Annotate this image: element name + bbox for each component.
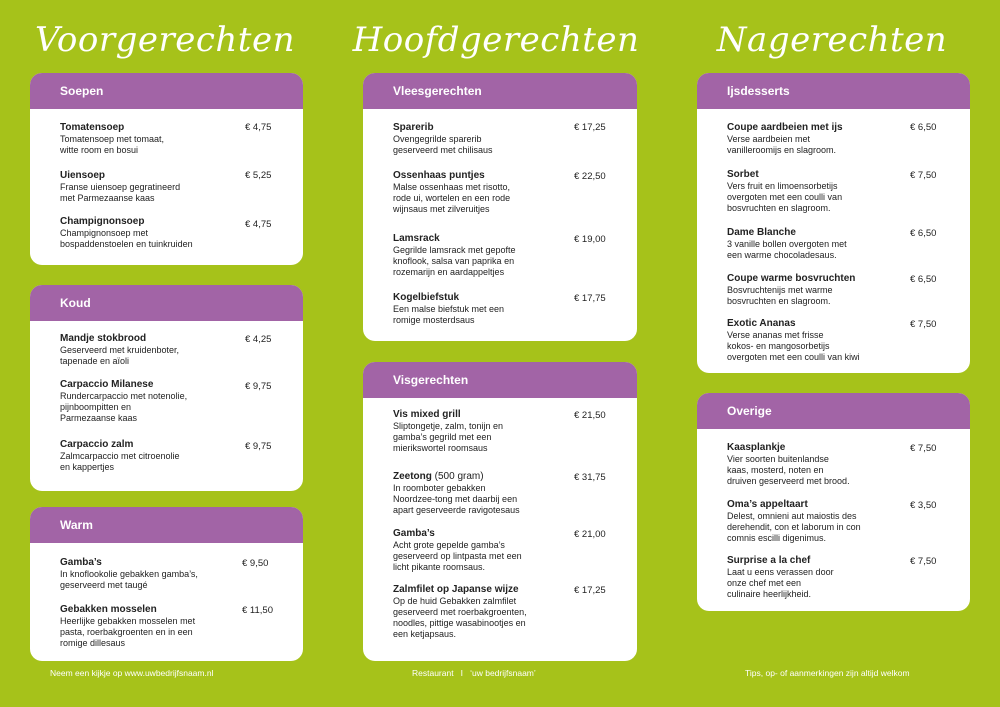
item-price: € 6,50	[910, 274, 937, 285]
item-description-line: overgoten met een coulli van kiwi	[727, 352, 860, 362]
item-description-line: met Parmezaanse kaas	[60, 193, 155, 203]
card-header-soepen: Soepen	[30, 73, 303, 109]
item-description-line: vanilleroomijs en slagroom.	[727, 145, 837, 155]
item-name: Coupe aardbeien met ijs	[727, 122, 843, 133]
column-title-nagerechten: Nagerechten	[716, 20, 948, 60]
item-description-line: Malse ossenhaas met risotto,	[393, 182, 511, 192]
item-name: Surprise a la chef	[727, 555, 811, 566]
item-description-line: Sliptongetje, zalm, tonijn en	[393, 421, 504, 431]
item-price: € 6,50	[910, 228, 937, 239]
item-description-line: Heerlijke gebakken mosselen met	[60, 616, 196, 626]
card-ijsdesserts	[697, 73, 970, 373]
item-description-line: Op de huid Gebakken zalmfilet	[393, 596, 517, 606]
item-name: Exotic Ananas	[727, 318, 796, 329]
item-description-line: Noordzee-tong met daarbij een	[393, 494, 518, 504]
item-name: Lamsrack	[393, 233, 440, 244]
item-description-line: comnis escilli digenimus.	[727, 533, 827, 543]
card-warm	[30, 507, 303, 661]
item-name: Uiensoep	[60, 170, 106, 181]
item-price: € 7,50	[910, 319, 937, 330]
item-price: € 21,50	[574, 410, 606, 421]
item-description-line: 3 vanille bollen overgoten met	[727, 239, 847, 249]
item-price: € 7,50	[910, 170, 937, 181]
item-description-line: bosvruchten en slagroom.	[727, 203, 831, 213]
item-description-line: Vier soorten buitenlandse	[727, 454, 829, 464]
item-description-line: een warme chocoladesaus.	[727, 250, 837, 260]
item-description-line: bosvruchten en slagroom.	[727, 296, 831, 306]
item-name: Kogelbiefstuk	[393, 292, 460, 303]
item-description-line: noodles, pittige wasabinootjes en	[393, 618, 526, 628]
item-name: Carpaccio zalm	[60, 439, 134, 450]
item-price: € 11,50	[242, 605, 273, 616]
item-price: € 22,50	[574, 171, 606, 182]
item-price: € 19,00	[574, 234, 606, 245]
item-name: Sparerib	[393, 122, 434, 133]
item-price: € 3,50	[910, 500, 937, 511]
item-description-line: wijnsaus met zilveruitjes	[393, 204, 490, 214]
item-description-line: geserveerd op lintpasta met een	[393, 551, 522, 561]
item-price: € 4,25	[245, 334, 272, 345]
item-price: € 4,75	[245, 219, 272, 230]
item-description-line: druiven geserveerd met brood.	[727, 476, 850, 486]
item-name: Champignonsoep	[60, 216, 145, 227]
footer-tips: Tips, op- of aanmerkingen zijn altijd welkom	[745, 668, 910, 678]
card-header-vleesgerechten: Vleesgerechten	[363, 73, 637, 109]
item-price: € 21,00	[574, 529, 606, 540]
card-header-ijsdesserts: Ijsdesserts	[697, 73, 970, 109]
item-name: Ossenhaas puntjes	[393, 170, 485, 181]
item-description-line: en kappertjes	[60, 462, 115, 472]
item-description-line: Laat u eens verassen door	[727, 567, 834, 577]
item-description-line: apart geserveerde ravigotesaus	[393, 505, 520, 515]
item-description-line: Champignonsoep met	[60, 228, 149, 238]
item-description-line: Verse aardbeien met	[727, 134, 811, 144]
item-description-line: geserveerd met chilisaus	[393, 145, 493, 155]
item-description-line: romige mosterdsaus	[393, 315, 475, 325]
item-description-line: Delest, omnieni aut maiostis des	[727, 511, 857, 521]
footer-website: Neem een kijkje op www.uwbedrijfsnaam.nl	[50, 668, 214, 678]
item-name: Mandje stokbrood	[60, 333, 147, 344]
item-description-line: In knoflookolie gebakken gamba’s,	[60, 569, 198, 579]
item-name: Zalmfilet op Japanse wijze	[393, 584, 519, 595]
item-description-line: pasta, roerbakgroenten en in een	[60, 627, 193, 637]
card-visgerechten	[363, 362, 637, 661]
card-overige	[697, 393, 970, 611]
item-price: € 9,75	[245, 441, 272, 452]
item-description-line: Acht grote gepelde gamba’s	[393, 540, 505, 550]
item-description-line: Gegrilde lamsrack met gepofte	[393, 245, 516, 255]
footer-restaurant: Restaurant I ‘uw bedrijfsnaam’	[412, 668, 536, 678]
item-price: € 9,75	[245, 381, 272, 392]
item-description-line: Parmezaanse kaas	[60, 413, 138, 423]
item-description-line: Bosvruchtenijs met warme	[727, 285, 833, 295]
item-name: Kaasplankje	[727, 442, 786, 453]
item-name: Vis mixed grill	[393, 409, 461, 420]
item-name: Gebakken mosselen	[60, 604, 157, 615]
card-header-visgerechten: Visgerechten	[363, 362, 637, 398]
card-koud	[30, 285, 303, 491]
item-description-line: Een malse biefstuk met een	[393, 304, 505, 314]
item-name-text: Zeetong	[393, 471, 432, 482]
card-vleesgerechten	[363, 73, 637, 341]
item-description-line: tapenade en aïoli	[60, 356, 130, 366]
item-price: € 6,50	[910, 122, 937, 133]
item-name: Dame Blanche	[727, 227, 796, 238]
item-description-line: bospaddenstoelen en tuinkruiden	[60, 239, 193, 249]
item-price: € 17,75	[574, 293, 606, 304]
card-soepen	[30, 73, 303, 265]
card-header-koud: Koud	[30, 285, 303, 321]
item-description-line: culinaire heerlijkheid.	[727, 589, 812, 599]
item-description-line: knoflook, salsa van paprika en	[393, 256, 515, 266]
item-description-line: Verse ananas met frisse	[727, 330, 824, 340]
column-title-voorgerechten: Voorgerechten	[34, 20, 295, 60]
card-header-overige: Overige	[697, 393, 970, 429]
item-description-line: gamba’s gegrild met een	[393, 432, 492, 442]
column-title-hoofdgerechten: Hoofdgerechten	[352, 20, 640, 60]
item-name: Carpaccio Milanese	[60, 379, 154, 390]
item-description-line: Vers fruit en limoensorbetijs	[727, 181, 838, 191]
item-description-line: kaas, mosterd, noten en	[727, 465, 824, 475]
card-header-warm: Warm	[30, 507, 303, 543]
item-description-line: pijnboompitten en	[60, 402, 132, 412]
item-price: € 9,50	[242, 558, 269, 569]
item-description-line: mierikswortel roomsaus	[393, 443, 488, 453]
item-description-line: Franse uiensoep gegratineerd	[60, 182, 181, 192]
item-name: Gamba’s	[60, 557, 102, 568]
item-name: Oma’s appeltaart	[727, 499, 808, 510]
item-description-line: Zalmcarpaccio met citroenolie	[60, 451, 180, 461]
item-description-line: In roomboter gebakken	[393, 483, 486, 493]
item-price: € 5,25	[245, 170, 272, 181]
item-description-line: witte room en bosui	[60, 145, 139, 155]
item-description-line: derehendit, con et laborum in con	[727, 522, 861, 532]
item-name: Coupe warme bosvruchten	[727, 273, 856, 284]
item-price: € 4,75	[245, 122, 272, 133]
item-price: € 17,25	[574, 585, 606, 596]
item-name-extra: (500 gram)	[431, 471, 484, 482]
item-description-line: onze chef met een	[727, 578, 802, 588]
item-price: € 7,50	[910, 556, 937, 567]
item-description-line: Tomatensoep met tomaat,	[60, 134, 165, 144]
item-description-line: een ketjapsaus.	[393, 629, 457, 639]
item-description-line: Rundercarpaccio met notenolie,	[60, 391, 188, 401]
item-description-line: rode ui, wortelen en een rode	[393, 193, 511, 203]
item-name: Sorbet	[727, 169, 759, 180]
item-price: € 17,25	[574, 122, 606, 133]
item-name: Gamba’s	[393, 528, 435, 539]
item-description-line: kokos- en mangosorbetijs	[727, 341, 830, 351]
item-description-line: overgoten met een coulli van	[727, 192, 843, 202]
item-price: € 7,50	[910, 443, 937, 454]
item-description-line: Ovengegrilde sparerib	[393, 134, 482, 144]
item-description-line: rozemarijn en aardappeltjes	[393, 267, 505, 277]
item-description-line: Geserveerd met kruidenboter,	[60, 345, 180, 355]
item-price: € 31,75	[574, 472, 606, 483]
item-description-line: romige dillesaus	[60, 638, 126, 648]
item-description-line: licht pikante roomsaus.	[393, 562, 486, 572]
item-name: Tomatensoep	[60, 122, 125, 133]
item-description-line: geserveerd met taugé	[60, 580, 148, 590]
item-description-line: geserveerd met roerbakgroenten,	[393, 607, 527, 617]
